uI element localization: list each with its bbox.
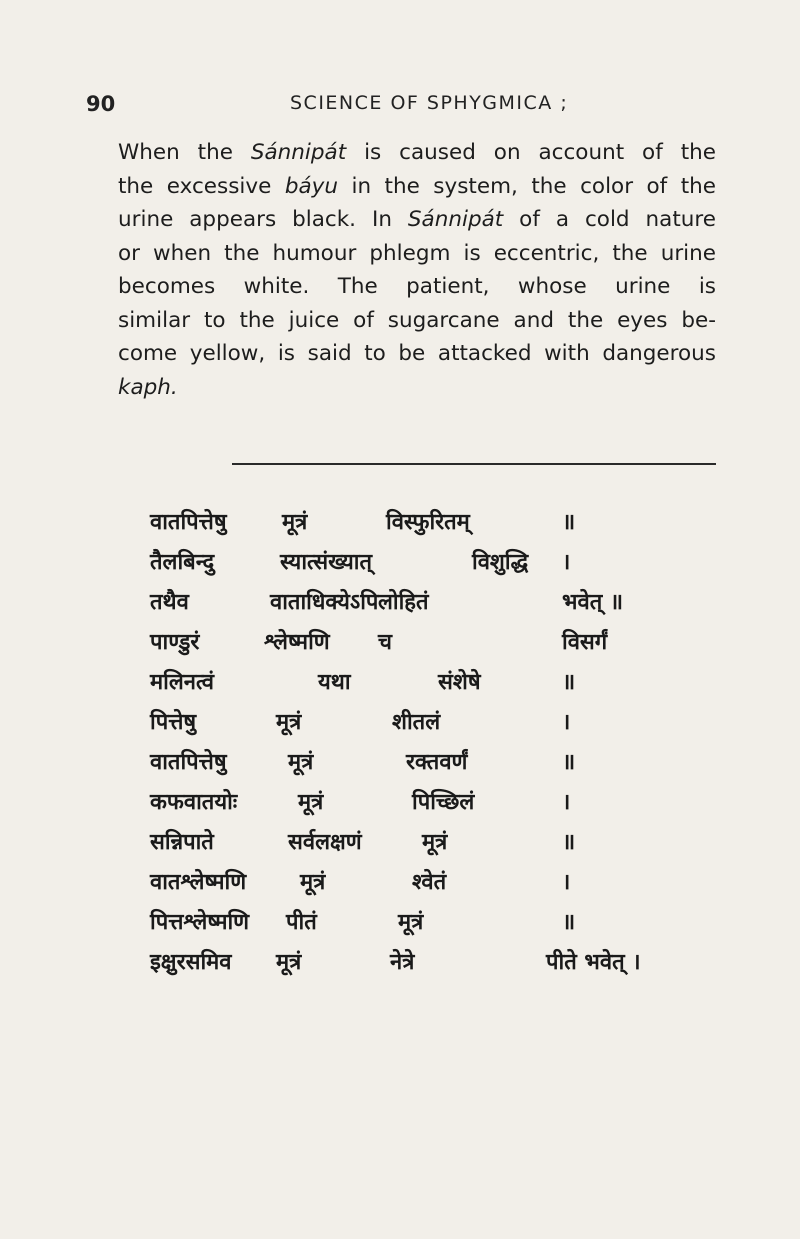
verse-ending: । [562,790,571,815]
verse-word: मूत्रं [282,510,308,535]
verse-word: शीतलं [392,710,441,735]
verse-word: पीतं [286,910,317,935]
body-paragraph [118,136,716,404]
verse-word: विस्फुरितम् [386,510,470,535]
verse-ending: ॥ [562,830,576,855]
text-line: kaph. [118,374,178,400]
verse-word: तथैव [150,590,189,615]
verse-word: वातश्लेष्मणि [150,870,247,895]
verse-ending: । [562,710,571,735]
verse-word: रक्तवर्णं [406,750,468,775]
verse-line [150,906,710,946]
verse-ending: ॥ [562,750,576,775]
verse-line [150,746,710,786]
verse-word: सन्निपाते [150,830,214,855]
text-line: becomes white. The patient, whose urine is [118,274,716,299]
verse-line [150,586,710,626]
verse-line [150,626,710,666]
verse-word: मूत्रं [422,830,448,855]
verse-line [150,546,710,586]
verse-word: पाण्डुरं [150,630,200,655]
verse-word: पित्तेषु [150,710,197,735]
verse-word: मूत्रं [300,870,326,895]
verse-word: मलिनत्वं [150,670,215,695]
text-line: When the Sánnipát is caused on account of the [118,140,716,165]
verse-word: संशेषे [438,670,481,695]
verse-ending: भवेत् ॥ [562,590,624,615]
verse-word: लोहितं [378,590,429,615]
verse-word: मूत्रं [298,790,324,815]
verse-line [150,506,710,546]
verse-line [150,706,710,746]
verse-word: पित्तश्लेष्मणि [150,910,250,935]
verse-ending: पीते भवेत् । [546,950,641,975]
verse-line [150,666,710,706]
verse-ending: ॥ [562,510,576,535]
verse-line [150,786,710,826]
text-line: urine appears black. In Sánnipát of a cold nature [118,207,716,232]
page-number: 90 [86,92,116,116]
verse-line [150,946,710,986]
verse-word: पिच्छिलं [412,790,475,815]
verse-word: मूत्रं [288,750,314,775]
text-line: or when the humour phlegm is eccentric, the urine [118,240,716,266]
text-line: come yellow, is said to be attacked with dangerous [118,341,716,366]
text-line: similar to the juice of sugarcane and the eyes be- [118,307,716,333]
running-head: SCIENCE OF SPHYGMICA ; [290,92,569,114]
verse-word: नेत्रे [390,950,415,975]
verse-word: तैलबिन्दु [150,550,215,575]
verse-ending: ॥ [562,670,576,695]
verse-word: वातपित्तेषु [150,750,227,775]
sanskrit-verses [150,506,710,986]
verse-word: स्यात्संख्यात् [280,550,373,575]
verse-word: श्वेतं [412,870,447,895]
verse-ending: विसर्गं [562,630,608,655]
verse-word: मूत्रं [398,910,424,935]
verse-word: विशुद्धि [472,550,529,575]
verse-line [150,826,710,866]
verse-word: मूत्रं [276,710,302,735]
verse-word: मूत्रं [276,950,302,975]
text-line: the excessive báyu in the system, the color of the [118,173,716,199]
verse-word: वातपित्तेषु [150,510,227,535]
verse-word: च [378,630,392,655]
verse-ending: । [562,550,571,575]
verse-word: कफवातयोः [150,790,238,815]
section-divider [232,463,716,465]
verse-word: इक्षुरसमिव [150,950,232,975]
verse-word: वाताधिक्येऽपि [270,590,379,615]
verse-ending: ॥ [562,910,576,935]
verse-word: सर्वलक्षणं [288,830,362,855]
verse-ending: । [562,870,571,895]
verse-word: यथा [318,670,351,695]
verse-word: श्लेष्मणि [264,630,330,655]
verse-line [150,866,710,906]
